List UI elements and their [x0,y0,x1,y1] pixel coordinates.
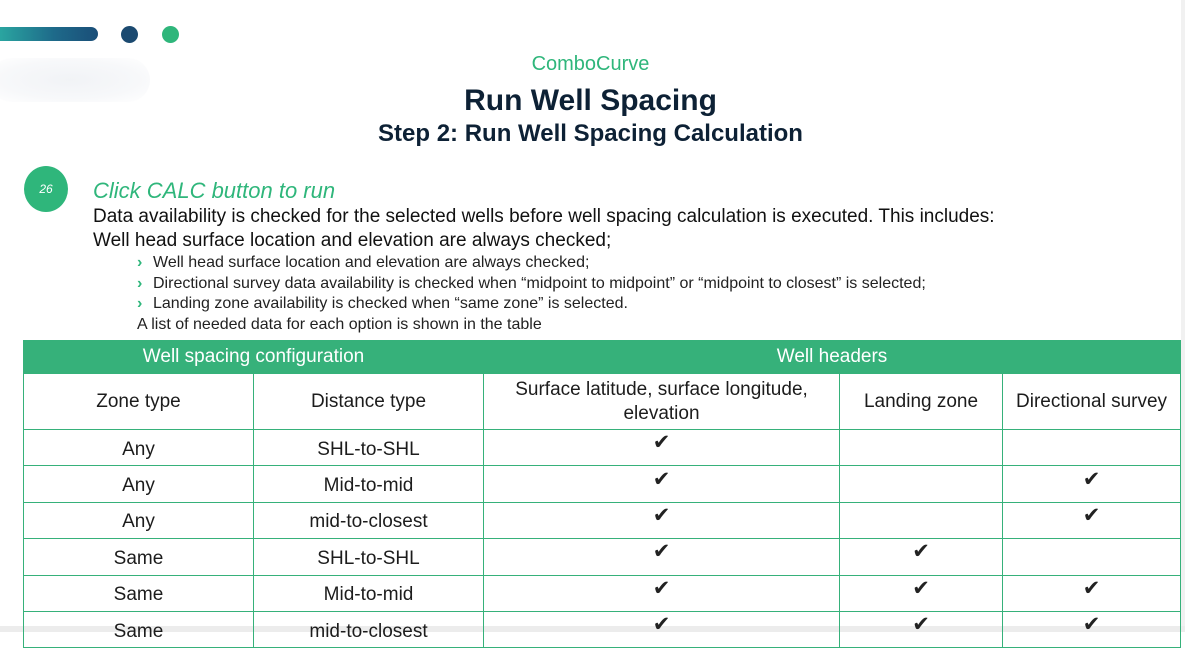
zone-type-cell: Same [24,575,254,611]
checkmark-icon: ✔ [652,431,671,455]
column-header-zone-type: Zone type [24,374,254,430]
checkmark-icon: ✔ [652,467,671,491]
directional-survey-cell [1003,466,1181,502]
distance-type-cell: SHL-to-SHL [254,539,484,575]
decorative-gradient-bar [0,27,98,41]
bullet-text: Directional survey data availability is checked when “midpoint to midpoint” or “midpoint to closest” is selected; [153,274,926,292]
distance-type-cell: Mid-to-mid [254,575,484,611]
table-note: A list of needed data for each option is shown in the table [137,315,542,333]
landing-zone-cell [840,430,1003,466]
table-row [24,502,1181,538]
checkmark-icon: ✔ [912,540,930,564]
chevron-right-icon: › [137,254,143,271]
zone-type-cell: Same [24,539,254,575]
page-edge [1181,0,1185,632]
column-header-landing-zone: Landing zone [840,374,1003,430]
column-header-surface-location: Surface latitude, surface longitude, elevation [484,374,840,430]
landing-zone-cell [840,539,1003,575]
checkmark-icon: ✔ [652,503,671,527]
checkmark-icon: ✔ [1082,576,1101,600]
surface-location-cell [484,502,840,538]
table-row [24,575,1181,611]
chevron-right-icon: › [137,295,143,312]
directional-survey-cell [1003,539,1181,575]
decorative-dot-navy [121,26,138,43]
checkmark-icon: ✔ [652,613,671,637]
surface-location-cell [484,575,840,611]
distance-type-cell: mid-to-closest [254,502,484,538]
checkmark-icon: ✔ [1082,467,1101,491]
description-line-1: Data availability is checked for the selected wells before well spacing calculation is executed. This includes: [93,206,995,227]
chevron-right-icon: › [137,274,143,292]
landing-zone-cell [840,611,1003,647]
bullet-item [137,295,926,316]
bullet-item [137,275,926,296]
checkmark-icon: ✔ [912,613,930,637]
zone-type-cell: Any [24,466,254,502]
directional-survey-cell [1003,611,1181,647]
table-body [24,430,1181,648]
group-header-well-headers: Well headers [484,341,1181,374]
group-header-configuration: Well spacing configuration [24,341,484,374]
distance-type-cell: mid-to-closest [254,611,484,647]
directional-survey-cell [1003,430,1181,466]
table-row [24,466,1181,502]
landing-zone-cell [840,466,1003,502]
landing-zone-cell [840,502,1003,538]
bullet-list [137,254,926,336]
landing-zone-cell [840,575,1003,611]
surface-location-cell [484,611,840,647]
description-line-2: Well head surface location and elevation are always checked; [93,230,612,251]
checkmark-icon: ✔ [912,576,930,600]
step-number-badge: 26 [24,166,68,212]
decorative-dot-green [162,26,179,43]
table-row [24,611,1181,647]
bullet-text: Well head surface location and elevation are always checked; [153,254,590,271]
table-row [24,539,1181,575]
checkmark-icon: ✔ [652,576,671,600]
checkmark-icon: ✔ [652,540,671,564]
brand-name: ComboCurve [531,53,650,75]
zone-type-cell: Any [24,502,254,538]
surface-location-cell [484,430,840,466]
surface-location-cell [484,539,840,575]
page-subtitle: Step 2: Run Well Spacing Calculation [378,120,803,147]
distance-type-cell: SHL-to-SHL [254,430,484,466]
checkmark-icon: ✔ [1082,503,1101,527]
well-spacing-table [23,340,1181,648]
directional-survey-cell [1003,575,1181,611]
directional-survey-cell [1003,502,1181,538]
page-title: Run Well Spacing [464,84,717,117]
bullet-text: Landing zone availability is checked when “same zone” is selected. [153,295,628,312]
bullet-item [137,254,926,275]
zone-type-cell: Any [24,430,254,466]
column-header-distance-type: Distance type [254,374,484,430]
table-row [24,430,1181,466]
checkmark-icon: ✔ [1082,613,1101,637]
zone-type-cell: Same [24,611,254,647]
surface-location-cell [484,466,840,502]
column-header-directional-survey: Directional survey [1003,374,1181,430]
step-instruction: Click CALC button to run [93,178,336,203]
distance-type-cell: Mid-to-mid [254,466,484,502]
